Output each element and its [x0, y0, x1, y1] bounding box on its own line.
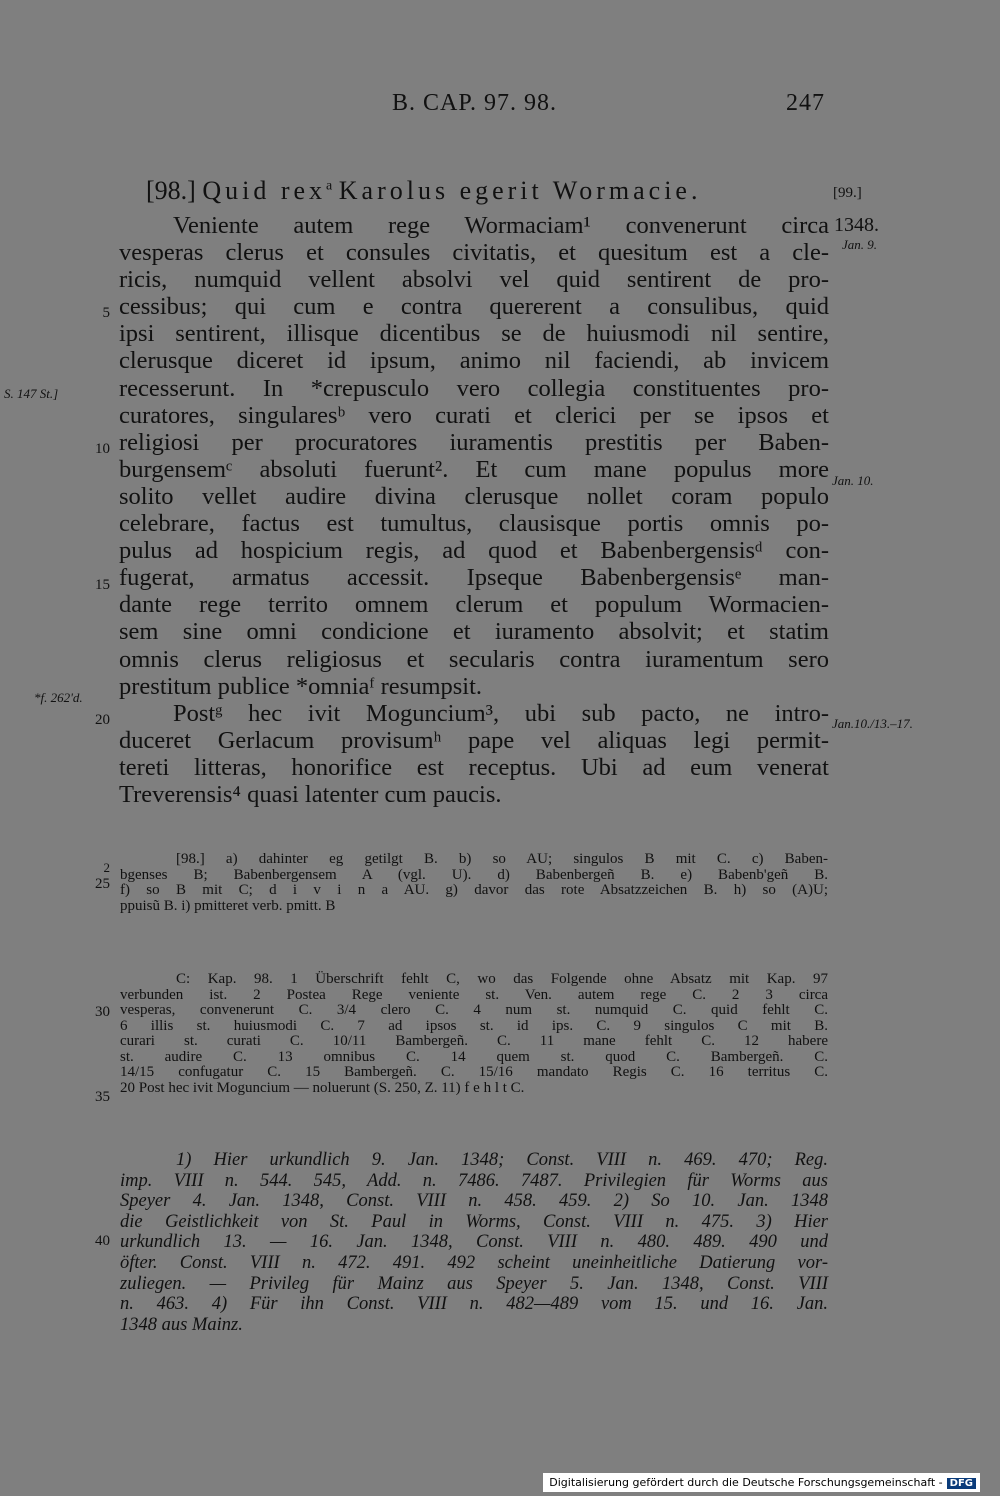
text-line: omnis clerus religiosus et secularis contra iuramentum sero [119, 645, 829, 673]
margin-year: 1348. [834, 214, 879, 236]
notes-line-number: 40 [95, 1233, 110, 1249]
apparatus-line-number: 30 [95, 1004, 110, 1020]
line-number: 5 [102, 305, 110, 321]
note-line: 1348 aus Mainz. [120, 1314, 243, 1335]
apparatus-line: f) so B mit C; d i v i n a AU. g) davor das rote Absatzzeichen B. h) so (A)U; [120, 882, 828, 898]
text-line: duceret Gerlacum provisumʰ pape vel aliquas legi permit- [119, 726, 829, 754]
chapter-title-rest: Karolus egerit Wormacie. [338, 176, 702, 205]
line-number: 20 [95, 712, 110, 728]
text-line: recesserunt. In *crepusculo vero collegia constituentes pro- [119, 374, 829, 402]
text-line: clerusque diceret id ipsum, animo nil faciendi, ab invicem [119, 347, 829, 375]
margin-date-jan10-17: Jan.10./13.–17. [832, 716, 913, 731]
historical-notes [120, 1150, 828, 1335]
note-line: zuliegen. — Privileg für Mainz aus Speyer 5. Jan. 1348, Const. VIII [120, 1273, 828, 1294]
margin-ref-f262: *f. 262'd. [34, 690, 83, 705]
apparatus-line: curari st. curati C. 10/11 Bambergeñ. C. 11 mane fehlt C. 12 habere [120, 1033, 828, 1049]
note-line: die Geistlichkeit von St. Paul in Worms, Const. VIII n. 475. 3) Hier [120, 1211, 828, 1232]
text-line: burgensemᶜ absoluti fuerunt². Et cum mane populus more [119, 455, 829, 483]
text-line: ricis, numquid vellent absolvi vel quid sentirent de pro- [119, 266, 829, 294]
main-text [119, 212, 829, 808]
text-line: Treverensis⁴ quasi latenter cum paucis. [119, 780, 502, 808]
note-line: n. 463. 4) Für ihn Const. VIII n. 482—489 vom 15. und 16. Jan. [120, 1294, 828, 1315]
text-line: celebrare, factus est tumultus, clausisque portis omnis po- [119, 510, 829, 538]
margin-date-jan9: Jan. 9. [842, 237, 878, 252]
running-title: B. CAP. 97. 98. [392, 90, 558, 116]
chapter-title: Quid rex [202, 176, 327, 205]
margin-ref-s147: S. 147 St.] [4, 386, 59, 401]
text-line: solito vellet audire divina clerusque nollet coram populo [119, 482, 829, 510]
text-line: sem sine omni condicione et iuramento absolvit; et statim [119, 618, 829, 646]
apparatus-line-number: 25 [95, 876, 110, 892]
digitization-credit [543, 1473, 980, 1492]
apparatus-line: vesperas, convenerunt C. 3/4 clero C. 4 num st. numquid C. quid fehlt C. [120, 1002, 828, 1018]
apparatus-line: verbunden ist. 2 Postea Rege veniente st. Ven. autem rege C. 2 3 circa [120, 986, 828, 1003]
text-line: ipsi sentirent, illisque dicentibus se de huiusmodi nil sentire, [119, 320, 829, 348]
note-line: Speyer 4. Jan. 1348, Const. VIII n. 458. 459. 2) So 10. Jan. 1348 [120, 1191, 828, 1212]
chapter-ref: [99.] [833, 185, 862, 201]
line-number: 15 [95, 577, 110, 593]
page-number: 247 [786, 90, 825, 116]
apparatus-line: [98.] a) dahinter eg getilgt B. b) so AU; singulos B mit C. c) Baben- [176, 851, 828, 867]
apparatus-line: 14/15 confugatur C. 15 Bambergeñ. C. 15/16 mandato Regis C. 16 territus C. [120, 1064, 828, 1080]
apparatus-line: bgenses B; Babenbergensem A (vgl. U). d) Babenbergeñ B. e) Babenb'geñ B. [120, 866, 828, 883]
text-line: cessibus; qui cum e contra quererent a consulibus, quid [119, 293, 829, 321]
text-line: pulus ad hospicium regis, ad quod et Babenbergensisᵈ con- [119, 537, 829, 565]
apparatus-codex-c [120, 972, 828, 1096]
chapter-number: [98.] [146, 176, 196, 205]
margin-date-jan10: Jan. 10. [832, 473, 874, 488]
dfg-logo: DFG [947, 1478, 976, 1489]
apparatus-line: 6 illis st. huiusmodi C. 7 ad ipsos st. id ips. C. 9 singulos C mit B. [120, 1017, 828, 1034]
note-line: öfter. Const. VIII n. 472. 491. 492 scheint uneinheitliche Datierung vor- [120, 1252, 828, 1273]
chapter-title-sup: a [326, 178, 333, 194]
note-line: urkundlich 13. — 16. Jan. 1348, Const. VIII n. 480. 489. 490 und [120, 1232, 828, 1253]
text-line: fugerat, armatus accessit. Ipseque Babenbergensisᵉ man- [119, 564, 829, 592]
text-line: curatores, singularesᵇ vero curati et clerici per se ipsos et [119, 401, 829, 429]
text-line: tereti litteras, honorifice est receptus. Ubi ad eum venerat [119, 753, 829, 781]
text-line: Veniente autem rege Wormaciam¹ convenerunt circa [173, 212, 829, 239]
apparatus-variants [120, 852, 828, 914]
text-line: prestitum publice *omniaᶠ resumpsit. [119, 672, 483, 700]
text-line: vesperas clerus et consules civitatis, et quesitum est a cle- [119, 239, 829, 267]
text-line: Postᵍ hec ivit Moguncium³, ubi sub pacto, ne intro- [173, 699, 829, 727]
text-line: religiosi per procuratores iuramentis prestitis per Baben- [119, 428, 829, 456]
note-line: 1) Hier urkundlich 9. Jan. 1348; Const. VIII n. 469. 470; Reg. [176, 1150, 828, 1170]
apparatus-line: C: Kap. 98. 1 Überschrift fehlt C, wo das Folgende ohne Absatz mit Kap. 97 [176, 971, 828, 987]
apparatus-line-number: 2 [103, 860, 110, 875]
apparatus-line: 20 Post hec ivit Moguncium — noluerunt (S. 250, Z. 11) f e h l t C. [120, 1079, 525, 1096]
apparatus-line: st. audire C. 13 omnibus C. 14 quem st. quod C. Bambergeñ. C. [120, 1048, 828, 1065]
apparatus-line: ppuisũ B. i) pmitteret verb. pmitt. B [120, 897, 336, 914]
apparatus-line-number: 35 [95, 1089, 110, 1105]
chapter-heading [146, 176, 701, 206]
note-line: imp. VIII n. 544. 545, Add. n. 7486. 7487. Privilegien für Worms aus [120, 1170, 828, 1191]
line-number: 10 [95, 441, 110, 457]
credit-text: Digitalisierung gefördert durch die Deutsche Forschungsgemeinschaft - [549, 1476, 943, 1489]
text-line: dante rege territo omnem clerum et populum Wormacien- [119, 591, 829, 619]
